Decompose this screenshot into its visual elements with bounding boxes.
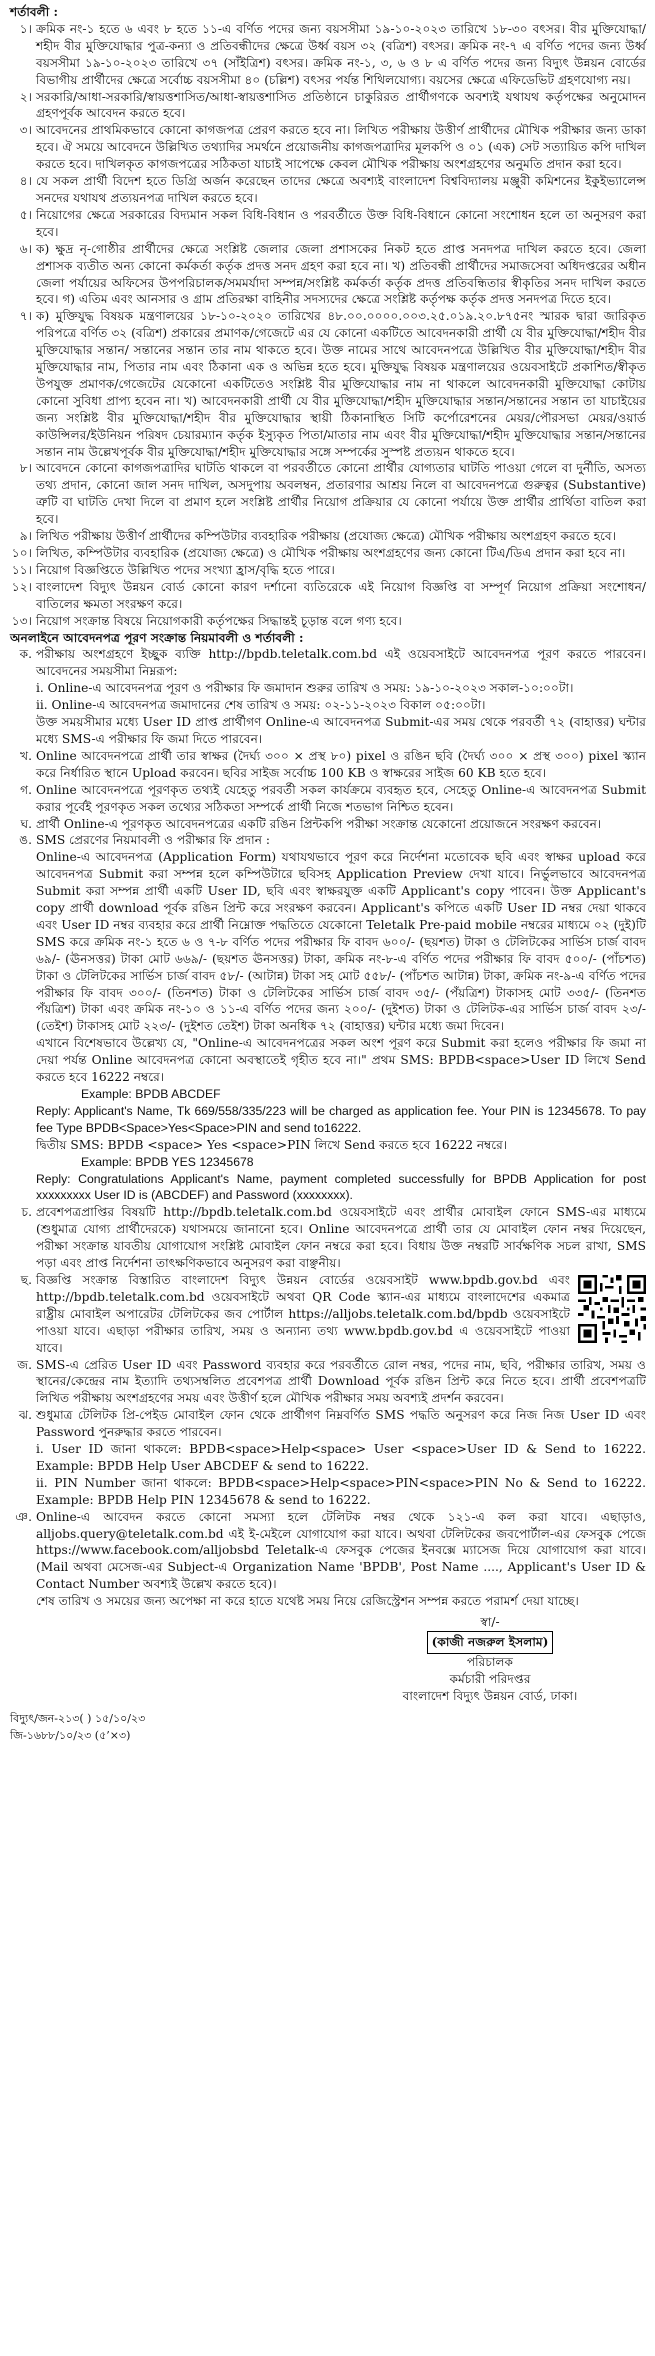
sms-rules-body: Online-এ আবেদনপত্র (Application Form) যথাযথভাবে পূরণ করে নির্দেশনা মতোবেক ছবি এবং স্বাক্ষর upload করে আবেদনপত্র Submit করা সম্পন্ন হলে কম্পিউটারে ছবিসহ Application Preview দেখা যাবে। নির্ভুলভাবে আবেদনপত্র Submit করা সম্পন্ন প্রার্থী একটি User ID, ছবি এবং স্বাক্ষরযুক্ত একটি Applicant's copy পাবেন। উক্ত Applicant's copy প্রার্থী download পূর্বক রঙিন প্রিন্ট করে সংরক্ষণ করবেন। Applicant's কপিতে একটি User ID নম্বর দেয়া থাকবে এবং User ID নম্বর ব্যবহার করে প্রার্থী নিম্নোক্ত পদ্ধতিতে যেকোনো Teletalk Pre-paid mobile নম্বরের মাধ্যমে ০২ (দুই)টি SMS করে ক্রমিক নং-১ হতে ৬ ও ৭-৮ বর্ণিত পদের পরীক্ষার ফি বাবদ ৬০০/- (ছয়শত) টাকা ও টেলিটকের সার্ভিস চার্জ বাবদ ৬৯/- (ঊনসত্তর) টাকা মোট ৬৬৯/- (ছয়শত ঊনসত্তর) টাকা, ক্রমিক নং-৮-এ বর্ণিত পদের পরীক্ষার ফি বাবদ ৫০০/- (পাঁচশত) টাকা ও টেলিটকের সার্ভিস চার্জ বাবদ ৫৮/- (আটান্ন) টাকা সহ মোট ৫৫৮/- (পাঁচশত আটান্ন) টাকা, ক্রমিক নং-৯-এ বর্ণিত পদের পরীক্ষার ফি বাবদ ৩০০/- (তিনশত) টাকা ও টেলিটকের সার্ভিস চার্জ বাবদ ৩৫/- (পঁয়ত্রিশ) টাকাসহ মোট ৩৩৫/- (তিনশত পঁয়ত্রিশ) টাকা এবং ক্রমিক নং-১০ ও ১১-এ বর্ণিত পদের জন্য ২০০/- (দুইশত) টাকা ও টেলিটক-এর সার্ভিস চার্জ বাবদ ২৩/- (তেইশ) টাকাসহ মোট ২২৩/- (দুইশত তেইশ) টাকা অনধিক ৭২ (বাহাত্তর) ঘন্টার মধ্যে জমা দিবেন। (36, 850, 646, 1034)
list-item: ১০। লিখিত, কম্পিউটার ব্যবহারিক (প্রযোজ্য ক্ষেত্রে) ও মৌখিক পরীক্ষায় অংশগ্রহণের জন্য কোনো টিএ/ডিএ প্রদান করা হবে না। (11, 546, 626, 560)
footer-code: জি-১৬৮৮/১০/২৩ (৫’×৩) (10, 1728, 131, 1742)
list-item: চ. প্রবেশপত্রপ্রাপ্তির বিষয়টি http://bpdb.teletalk.com.bd ওয়েবসাইটে এবং প্রার্থীর মোবাইল ফোনে SMS-এর মাধ্যমে (শুধুমাত্র যোগ্য প্রার্থীদেরকে) যথাসময়ে জানানো হবে। Online আবেদনপত্রে প্রার্থী তার যে মোবাইল ফোন নম্বর দিয়েছেন, পরীক্ষা সংক্রান্ত যাবতীয় যোগাযোগ সংশ্লিষ্ট মোবাইল ফোন নম্বরে করা হবে। বিধায় উক্ত নম্বরটি সার্বক্ষণিক সচল রাখা, SMS পড়া এবং প্রাপ্ত নির্দেশনা তাৎক্ষণিকভাবে অনুসরণ করা বাঞ্ছনীয়। (21, 1205, 646, 1271)
list-item: ঞ. Online-এ আবেদন করতে কোনো সমস্যা হলে টেলিটক নম্বর থেকে ১২১-এ কল করা যাবে। এছাড়াও, alljobs.query@teletalk.com.bd এই ই-মেইলে যোগাযোগ করা যাবে। অথবা টেলিটকের জবপোর্টাল-এর ফেসবুক পেজে https://www.facebook.com/alljobsbd Teletalk-এ ফেসবুক পেজের ইনবক্সে ম্যাসেজ দিয়ে যোগাযোগ করা যাবে। (Mail অথবা মেসেজ-এর Subject-এ Organization Name 'BPDB', Post Name ...., Applicant's User ID & Contact Number অবশ্যই উল্লেখ করতে হবে)। (15, 1509, 646, 1592)
list-item: ক. পরীক্ষায় অংশগ্রহণে ইচ্ছুক ব্যক্তি http://bpdb.teletalk.com.bd এই ওয়েবসাইটে আবেদনপত্র পূরণ করতে পারবেন। আবেদনের সময়সীমা নিম্নরূপ: i. Online-এ আবেদনপত্র পূরণ ও পরীক্ষার ফি জমাদান শুরুর তারিখ ও সময়: ১৯-১০-২০২৩ সকাল-১০:০০টা। ii. Online-এ আবেদনপত্র জমাদানের শেষ তারিখ ও সময়: ০২-১১-২০২৩ বিকাল ০৫:০০টা। উক্ত সময়সীমার মধ্যে User ID প্রাপ্ত প্রার্থীগণ Online-এ আবেদনপত্র Submit-এর সময় থেকে পরবর্তী ৭২ (বাহাত্তর) ঘন্টার মধ্যে SMS-এ পরীক্ষার ফি জমা দিতে পারবেন। (19, 647, 646, 746)
sms-example-1: Example: BPDB ABCDEF (81, 1087, 221, 1101)
list-item: ঙ. SMS প্রেরণের নিয়মাবলী ও পরীক্ষার ফি প্রদান : Online-এ আবেদনপত্র (Application Form) যথাযথভাবে পূরণ করে নির্দেশনা মতোবেক ছবি এবং স্বাক্ষর upload করে আবেদনপত্র Submit করা সম্পন্ন হলে কম্পিউটারে ছবিসহ Application Preview দেখা যাবে। নির্ভুলভাবে আবেদনপত্র Submit করা সম্পন্ন প্রার্থী একটি User ID, ছবি এবং স্বাক্ষরযুক্ত একটি Applicant's copy পাবেন। উক্ত Applicant's copy প্রার্থী download পূর্বক রঙিন প্রিন্ট করে সংরক্ষণ করবেন। Applicant's কপিতে একটি User ID নম্বর দেয়া থাকবে এবং User ID নম্বর ব্যবহার করে প্রার্থী নিম্নোক্ত পদ্ধতিতে যেকোনো Teletalk Pre-paid mobile নম্বরের মাধ্যমে ০২ (দুই)টি SMS করে ক্রমিক নং-১ হতে ৬ ও ৭-৮ বর্ণিত পদের পরীক্ষার ফি বাবদ ৬০০/- (ছয়শত) টাকা ও টেলিটকের সার্ভিস চার্জ বাবদ ৬৯/- (ঊনসত্তর) টাকা মোট ৬৬৯/- (ছয়শত ঊনসত্তর) টাকা, ক্রমিক নং-৮-এ বর্ণিত পদের পরীক্ষার ফি বাবদ ৫০০/- (পাঁচশত) টাকা ও টেলিটকের সার্ভিস চার্জ বাবদ ৫৮/- (আটান্ন) টাকা সহ মোট ৫৫৮/- (পাঁচশত আটান্ন) টাকা, ক্রমিক নং-৯-এ বর্ণিত পদের পরীক্ষার ফি বাবদ ৩০০/- (তিনশত) টাকা ও টেলিটকের সার্ভিস চার্জ বাবদ ৩৫/- (পঁয়ত্রিশ) টাকাসহ মোট ৩৩৫/- (তিনশত পঁয়ত্রিশ) টাকা এবং ক্রমিক নং-১০ ও ১১-এ বর্ণিত পদের জন্য ২০০/- (দুইশত) টাকা ও টেলিটক-এর সার্ভিস চার্জ বাবদ ২৩/- (তেইশ) টাকাসহ মোট ২২৩/- (দুইশত তেইশ) টাকা অনধিক ৭২ (বাহাত্তর) ঘন্টার মধ্যে জমা দিবেন। এখানে বিশেষভাবে উল্লেখ্য যে, "Online-এ আবেদনপত্রের সকল অংশ পূরণ করে Submit করা হলেও পরীক্ষার ফি জমা না দেয়া পর্যন্ত Online আবেদনপত্র কোনো অবস্থাতেই গৃহীত হবে না।" প্রথম SMS: BPDB<space>User ID লিখে Send করতে হবে 16222 নম্বরে। Example: BPDB ABCDEF Reply: Applicant's Name, Tk 669/558/335/223 will be charged as application fee. Your PIN is 12345678. To pay fee Type BPDB<Space>Yes<Space>PIN and send to16222. দ্বিতীয় SMS: BPDB <space> Yes <space>PIN লিখে Send করতে হবে 16222 নম্বরে। Example: BPDB YES 12345678 Reply: Congratulations Applicant's Name, payment completed successfully for BPDB Application for post xxxxxxxxx User ID is (ABCDEF) and Password (xxxxxxxx). (19, 833, 646, 1203)
online-rules-list (10, 646, 646, 1610)
application-intro: পরীক্ষায় অংশগ্রহণে ইচ্ছুক ব্যক্তি http://bpdb.teletalk.com.bd এই ওয়েবসাইটে আবেদনপত্র পূরণ করতে পারবেন। আবেদনের সময়সীমা নিম্নরূপ: (36, 647, 646, 679)
list-item: ১১। নিয়োগ বিজ্ঞপ্তিতে উল্লিখিত পদের সংখ্যা হ্রাস/বৃদ্ধি হতে পারে। (11, 562, 335, 577)
signature-block (340, 1614, 640, 1705)
list-item (10, 1593, 646, 1610)
support-contact: Online-এ আবেদন করতে কোনো সমস্যা হলে টেলিটক নম্বর থেকে ১২১-এ কল করা যাবে। এছাড়াও, alljobs.query@teletalk.com.bd এই ই-মেইলে যোগাযোগ করা যাবে। অথবা টেলিটকের জবপোর্টাল-এর ফেসবুক পেজে https://www.facebook.com/alljobsbd Teletalk-এ ফেসবুক পেজের ইনবক্সে ম্যাসেজ দিয়ে যোগাযোগ করা যাবে। (Mail অথবা মেসেজ-এর Subject-এ Organization Name 'BPDB', Post Name ...., Applicant's User ID & Contact Number অবশ্যই উল্লেখ করতে হবে)। (36, 1509, 646, 1592)
job-circular-document (10, 4, 646, 1744)
conditions-heading: শর্তাবলী : (10, 5, 58, 19)
list-item: ৪। যে সকল প্রার্থী বিদেশ হতে ডিগ্রি অর্জন করেছেন তাদের ক্ষেত্রে অবশ্যই বাংলাদেশ বিশ্ববিদ্যালয় মঞ্জুরী কমিশনের ইকুইভ্যালেন্স সনদের যথাযথ প্রত্যয়নপত্র দাখিল করতে হবে। (19, 174, 646, 205)
memo-number: বিদ্যুৎ/জন-২১৩( ) ১৫/১০/২৩ (10, 1711, 146, 1725)
signature-mark: স্বা/- (480, 1615, 500, 1630)
list-item: ৭। ক) মুক্তিযুদ্ধ বিষয়ক মন্ত্রণালয়ের ১৮-১০-২০২০ তারিখের ৪৮.০০.০০০০.০০৩.২৫.০১৯.২০.৮৭৫নং স্মারক দ্বারা জারিকৃত পরিপত্রে বর্ণিত ৩২ (বত্রিশ) প্রকারের প্রমাণক/গেজেটে এর যে কোনো একটিতে আবেদনকারী প্রার্থী যে বীর মুক্তিযোদ্ধা/শহীদ বীর মুক্তিযোদ্ধার সন্তান/ সন্তানের সন্তান তার নাম থাকতে হবে। উক্ত নামের সাথে আবেদনপত্রে উল্লিখিত বীর মুক্তিযোদ্ধা/শহীদ বীর মুক্তিযোদ্ধার নাম, পিতার নাম এবং ঠিকানা এক ও অভিন্ন হতে হবে। মুক্তিযুদ্ধ বিষয়ক মন্ত্রণালয়ের ওয়েবসাইটে প্রকাশিত/স্বীকৃত উপযুক্ত প্রমাণক/গেজেটের যেকোনো একটিতেও সংশ্লিষ্ট বীর মুক্তিযোদ্ধার নাম না থাকলে আবেদনকারী মুক্তিযোদ্ধা কোটায় কোনো সুবিধা প্রাপ্য হবেন না। খ) আবেদনকারী প্রার্থী যে বীর মুক্তিযোদ্ধা/শহীদ মুক্তিযোদ্ধার সন্তান/সন্তানের সন্তান তা যাচাইয়ের জন্য সংশ্লিষ্ট বীর মুক্তিযোদ্ধা/শহীদ বীর মুক্তিযোদ্ধার স্থায়ী ঠিকানাস্থিত সিটি কর্পোরেশনের মেয়র/পৌরসভা মেয়র/ওয়ার্ড কাউন্সিলর/ইউনিয়ন পরিষদ চেয়ারম্যান কর্তৃক ইস্যুকৃত পিতা/মাতার নাম এবং বীর মুক্তিযোদ্ধা/শহীদ মুক্তিযোদ্ধার সন্তান/সন্তানের সন্তান নাম উল্লেখপূর্বক বীর মুক্তিযোদ্ধা/শহীদ মুক্তিযোদ্ধার সঙ্গে সম্পর্কের সুস্পষ্ট প্রত্যয়ন থাকতে হবে। (19, 309, 646, 459)
list-item: গ. Online আবেদনপত্রে পূরণকৃত তথ্যই যেহেতু পরবর্তী সকল কার্যক্রমে ব্যবহৃত হবে, সেহেতু Online-এ আবেদনপত্র Submit করার পূর্বেই পূরণকৃত সকল তথ্যের সঠিকতা সম্পর্কে প্রার্থী নিজে শতভাগ নিশ্চিত হবেন। (20, 782, 646, 814)
fee-deadline-note: উক্ত সময়সীমার মধ্যে User ID প্রাপ্ত প্রার্থীগণ Online-এ আবেদনপত্র Submit-এর সময় থেকে পরবর্তী ৭২ (বাহাত্তর) ঘন্টার মধ্যে SMS-এ পরীক্ষার ফি জমা দিতে পারবেন। (36, 715, 646, 746)
list-item: ৫। নিয়োগের ক্ষেত্রে সরকারের বিদ্যমান সকল বিধি-বিধান ও পরবর্তীতে উক্ত বিধি-বিধানে কোনো সংশোধন হলে তা অনুসরণ করা হবে। (19, 207, 646, 239)
list-item: খ. Online আবেদনপত্রে প্রার্থী তার স্বাক্ষর (দৈর্ঘ্য ৩০০ × প্রস্থ ৮০) pixel ও রঙিন ছবি (দৈর্ঘ্য ৩০০ × প্রস্থ ৩০০) pixel স্ক্যান করে নির্ধারিত স্থানে Upload করবেন। ছবির সাইজ সর্বোচ্চ 100 KB ও স্বাক্ষরের সাইজ 60 KB হতে হবে। (20, 748, 646, 780)
circular-details-text: বিজ্ঞপ্তি সংক্রান্ত বিস্তারিত বাংলাদেশ বিদ্যুৎ উন্নয়ন বোর্ডের ওয়েবসাইট www.bpdb.gov.bd এবং http://bpdb.teletalk.com.bd ওয়েবসাইটে অথবা QR Code স্ক্যান-এর মাধ্যমে বাংলাদেশের একমাত্র রাষ্ট্রীয় মোবাইল অপারেটর টেলিটকের জব পোর্টাল https://alljobs.teletalk.com.bd/bpdb ওয়েবসাইটে পাওয়া যাবে। এছাড়া পরীক্ষার তারিখ, সময় ও অন্যান্য তথ্য www.bpdb.gov.bd এ ওয়েবসাইটে পাওয়া যাবে। (36, 1272, 570, 1355)
sms-rules-title: SMS প্রেরণের নিয়মাবলী ও পরীক্ষার ফি প্রদান : (36, 833, 270, 848)
online-rules-heading: অনলাইনে আবেদনপত্র পূরণ সংক্রান্ত নিয়মাবলী ও শর্তাবলী : (10, 630, 304, 645)
list-item: ১৩। নিয়োগ সংক্রান্ত বিষয়ে নিয়োগকারী কর্তৃপক্ষের সিদ্ধান্তই চূড়ান্ত বলে গণ্য হবে। (11, 613, 402, 628)
application-end-time: ii. Online-এ আবেদনপত্র জমাদানের শেষ তারিখ ও সময়: ০২-১১-২০২৩ বিকাল ০৫:০০টা। (36, 698, 486, 713)
signatory-department: কর্মচারী পরিদপ্তর (449, 1671, 531, 1686)
conditions-list (10, 21, 646, 630)
recovery-intro: শুধুমাত্র টেলিটক প্রি-পেইড মোবাইল ফোন থেকে প্রার্থীগণ নিম্নবর্ণিত SMS পদ্ধতি অনুসরণ করে নিজ নিজ User ID এবং Password পুনরুদ্ধার করতে পারবেন। (36, 1408, 646, 1440)
list-item: জ. SMS-এ প্রেরিত User ID এবং Password ব্যবহার করে পরবর্তীতে রোল নম্বর, পদের নাম, ছবি, পরীক্ষার তারিখ, সময় ও স্থানের/কেন্দ্রের নাম ইত্যাদি তথ্যসম্বলিত প্রবেশপত্র প্রার্থী Download পূর্বক রঙিন প্রিন্ট করে নিতে হবে। প্রার্থী প্রবেশপত্রটি লিখিত পরীক্ষায় অংশগ্রহণের সময় এবং উত্তীর্ণ হলে মৌখিক পরীক্ষার সময় অবশ্যই প্রদর্শন করবেন। (17, 1357, 646, 1406)
list-item: ৮। আবেদনে কোনো কাগজপত্রাদির ঘাটতি থাকলে বা পরবর্তীতে কোনো প্রার্থীর যোগ্যতার ঘাটতি পাওয়া গেলে বা দুর্নীতি, অসত্য তথ্য প্রদান, কোনো জাল সনদ দাখিল, অসদুপায় অবলম্বন, প্রতারণার আশ্রয় নিলে বা আবেদনপত্রে গুরুত্বর (Substantive) ত্রুটি বা ঘাটতি দেখা দিলে বা প্রমাণ হলে সংশ্লিষ্ট প্রার্থীর নিয়োগ প্রক্রিয়ার যে কোনো পর্যায়ে উক্ত প্রার্থীর প্রার্থিতা বাতিল করা হবে। (19, 461, 646, 527)
list-item: ১২। বাংলাদেশ বিদ্যুৎ উন্নয়ন বোর্ড কোনো কারণ দর্শানো ব্যতিরেকে এই নিয়োগ বিজ্ঞপ্তি বা সম্পূর্ণ নিয়োগ প্রক্রিয়া সংশোধন/বাতিলের ক্ষমতা সংরক্ষণ করে। (11, 579, 646, 611)
list-item: ৯। লিখিত পরীক্ষায় উত্তীর্ণ প্রার্থীদের কম্পিউটার ব্যবহারিক পরীক্ষায় (প্রযোজ্য ক্ষেত্রে) মৌখিক পরীক্ষায় অংশগ্রহণ করতে হবে। (19, 529, 617, 544)
qr-code-icon[interactable] (578, 1275, 646, 1343)
closing-advice: শেষ তারিখ ও সময়ের জন্য অপেক্ষা না করে হাতে যথেষ্ট সময় নিয়ে রেজিস্ট্রেশন সম্পন্ন করতে পরামর্শ দেয়া যাচ্ছে। (36, 1594, 579, 1609)
recover-by-pin: ii. PIN Number জানা থাকলে: BPDB<space>Help<space>PIN<space>PIN No & Send to 16222. Example: BPDB Help PIN 12345678 & send to 16222. (36, 1475, 646, 1507)
list-item: ঝ. শুধুমাত্র টেলিটক প্রি-পেইড মোবাইল ফোন থেকে প্রার্থীগণ নিম্নবর্ণিত SMS পদ্ধতি অনুসরণ করে নিজ নিজ User ID এবং Password পুনরুদ্ধার করতে পারবেন। i. User ID জানা থাকলে: BPDB<space>Help<space> User <space>User ID & Send to 16222. Example: BPDB Help User ABCDEF & send to 16222. ii. PIN Number জানা থাকলে: BPDB<space>Help<space>PIN<space>PIN No & Send to 16222. Example: BPDB Help PIN 12345678 & send to 16222. (18, 1408, 646, 1507)
list-item: ১। ক্রমিক নং-১ হতে ৬ এবং ৮ হতে ১১-এ বর্ণিত পদের জন্য বয়সসীমা ১৯-১০-২০২৩ তারিখে ১৮-৩০ বৎসর। বীর মুক্তিযোদ্ধা/শহীদ বীর মুক্তিযোদ্ধার পুত্র-কন্যা ও প্রতিবন্ধীদের ক্ষেত্রে উর্ধ্ব বয়স ৩২ (বত্রিশ) বৎসর। ক্রমিক নং-৭ এ বর্ণিত পদের জন্য উর্ধ্ব বয়সসীমা ১৯-১০-২০২৩ তারিখে ৩৭ (সাঁইত্রিশ) বৎসর। ক্রমিক নং-১, ৩, ৬ ও ৮ এ বর্ণিত পদের জন্য বিদ্যুৎ উন্নয়ন বোর্ডের বিভাগীয় প্রার্থীদের ক্ষেত্রে সর্বোচ্চ বয়সসীমা ৪০ (চল্লিশ) বৎসর পর্যন্ত শিথিলযোগ্য। বয়সের ক্ষেত্রে এফিডেভিট গ্রহণযোগ্য নয়। (19, 21, 646, 87)
list-item: ৩। আবেদনের প্রাথমিকভাবে কোনো কাগজপত্র প্রেরণ করতে হবে না। লিখিত পরীক্ষায় উত্তীর্ণ প্রার্থীদের মৌখিক পরীক্ষার জন্য ডাকা হবে। ঐ সময়ে আবেদনে উল্লিখিত তথ্যাদির সমর্থনে প্রয়োজনীয় কাগজপত্রাদির মূলকপি ও ০১ (এক) সেট সত্যায়িত কপি দাখিল করতে হবে। দাখিলকৃত কাগজপত্রের সঠিকতা যাচাই সাপেক্ষে কেবল মৌখিক পরীক্ষায় অংশগ্রহণের অনুমতি প্রদান করা হবে। (19, 123, 646, 172)
signatory-organization: বাংলাদেশ বিদ্যুৎ উন্নয়ন বোর্ড, ঢাকা। (402, 1688, 578, 1703)
list-item: ৬। ক) ক্ষুদ্র নৃ-গোষ্ঠীর প্রার্থীদের ক্ষেত্রে সংশ্লিষ্ট জেলার জেলা প্রশাসকের নিকট হতে প্রাপ্ত সনদপত্র দাখিল করতে হবে। জেলা প্রশাসক ব্যতীত অন্য কোনো কর্মকর্তা কর্তৃক প্রদত্ত সনদ গ্রহণ করা হবে না। খ) প্রতিবন্ধী প্রার্থীদের সমাজসেবা অধিদপ্তরের অধীন জেলা পর্যায়ের অফিসের উপপরিচালক/সমমর্যাদা সম্পন্ন/সংশ্লিষ্ট কর্মকর্তা কর্তৃক প্রদত্ত প্রতিবন্ধিতার স্বীকৃতির সনদ দাখিল করতে হবে। গ) এতিম এবং আনসার ও গ্রাম প্রতিরক্ষা বাহিনীর সদস্যদের ক্ষেত্রে সংশ্লিষ্ট কর্তৃপক্ষ কর্তৃক প্রদত্ত সনদপত্র দিতে হবে। (19, 241, 646, 307)
signatory-title: পরিচালক (466, 1654, 514, 1669)
photo-signature-spec: Online আবেদনপত্রে প্রার্থী তার স্বাক্ষর (দৈর্ঘ্য ৩০০ × প্রস্থ ৮০) pixel ও রঙিন ছবি (দৈর্ঘ্য ৩০০ × প্রস্থ ৩০০) pixel স্ক্যান করে নির্ধারিত স্থানে Upload করবেন। ছবির সাইজ সর্বোচ্চ 100 KB ও স্বাক্ষরের সাইজ 60 KB হতে হবে। (36, 748, 646, 780)
application-start-time: i. Online-এ আবেদনপত্র পূরণ ও পরীক্ষার ফি জমাদান শুরুর তারিখ ও সময়: ১৯-১০-২০২৩ সকাল-১০:০০টা। (36, 681, 574, 696)
list-item: ছ. বিজ্ঞপ্তি সংক্রান্ত বিস্তারিত বাংলাদেশ বিদ্যুৎ উন্নয়ন বোর্ডের ওয়েবসাইট www.bpdb.gov.bd এবং http://bpdb.teletalk.com.bd ওয়েবসাইটে অথবা QR Code স্ক্যান-এর মাধ্যমে বাংলাদেশের একমাত্র রাষ্ট্রীয় মোবাইল অপারেটর টেলিটকের জব পোর্টাল https://alljobs.teletalk.com.bd/bpdb ওয়েবসাইটে পাওয়া যাবে। এছাড়া পরীক্ষার তারিখ, সময় ও অন্যান্য তথ্য www.bpdb.gov.bd এ ওয়েবসাইটে পাওয়া যাবে। (10, 1272, 646, 1357)
sms-reply-1: Reply: Applicant's Name, Tk 669/558/335/223 will be charged as application fee. Your PIN is 12345678. To pay fee Type BPDB<Space>Yes<Space>PIN and send to16222. (36, 1103, 646, 1135)
signatory-name: (কাজী নজরুল ইসলাম) (427, 1631, 554, 1654)
sms-reply-2: Reply: Congratulations Applicant's Name, payment completed successfully for BPDB Application for post xxxxxxxxx User ID is (ABCDEF) and Password (xxxxxxxx). (36, 1171, 646, 1203)
list-item: ঘ. প্রার্থী Online-এ পূরণকৃত আবেদনপত্রের একটি রঙিন প্রিন্টকপি পরীক্ষা সংক্রান্ত যেকোনো প্রয়োজনে সংরক্ষণ করবেন। (20, 816, 602, 831)
sms-second-instruction: দ্বিতীয় SMS: BPDB <space> Yes <space>PIN লিখে Send করতে হবে 16222 নম্বরে। (36, 1137, 508, 1152)
list-item: ২। সরকারি/আধা-সরকারি/স্বায়ত্তশাসিত/আধা-স্বায়ত্তশাসিত প্রতিষ্ঠানে চাকুরিরত প্রার্থীগণকে অবশ্যই যথাযথ কর্তৃপক্ষের অনুমোদন গ্রহণপূর্বক আবেদন করতে হবে। (19, 89, 646, 121)
recover-by-user-id: i. User ID জানা থাকলে: BPDB<space>Help<space> User <space>User ID & Send to 16222. Example: BPDB Help User ABCDEF & send to 16222. (36, 1442, 646, 1473)
sms-first-instruction: এখানে বিশেষভাবে উল্লেখ্য যে, "Online-এ আবেদনপত্রের সকল অংশ পূরণ করে Submit করা হলেও পরীক্ষার ফি জমা না দেয়া পর্যন্ত Online আবেদনপত্র কোনো অবস্থাতেই গৃহীত হবে না।" প্রথম SMS: BPDB<space>User ID লিখে Send করতে হবে 16222 নম্বরে। (36, 1036, 646, 1085)
sms-example-2: Example: BPDB YES 12345678 (81, 1154, 254, 1169)
